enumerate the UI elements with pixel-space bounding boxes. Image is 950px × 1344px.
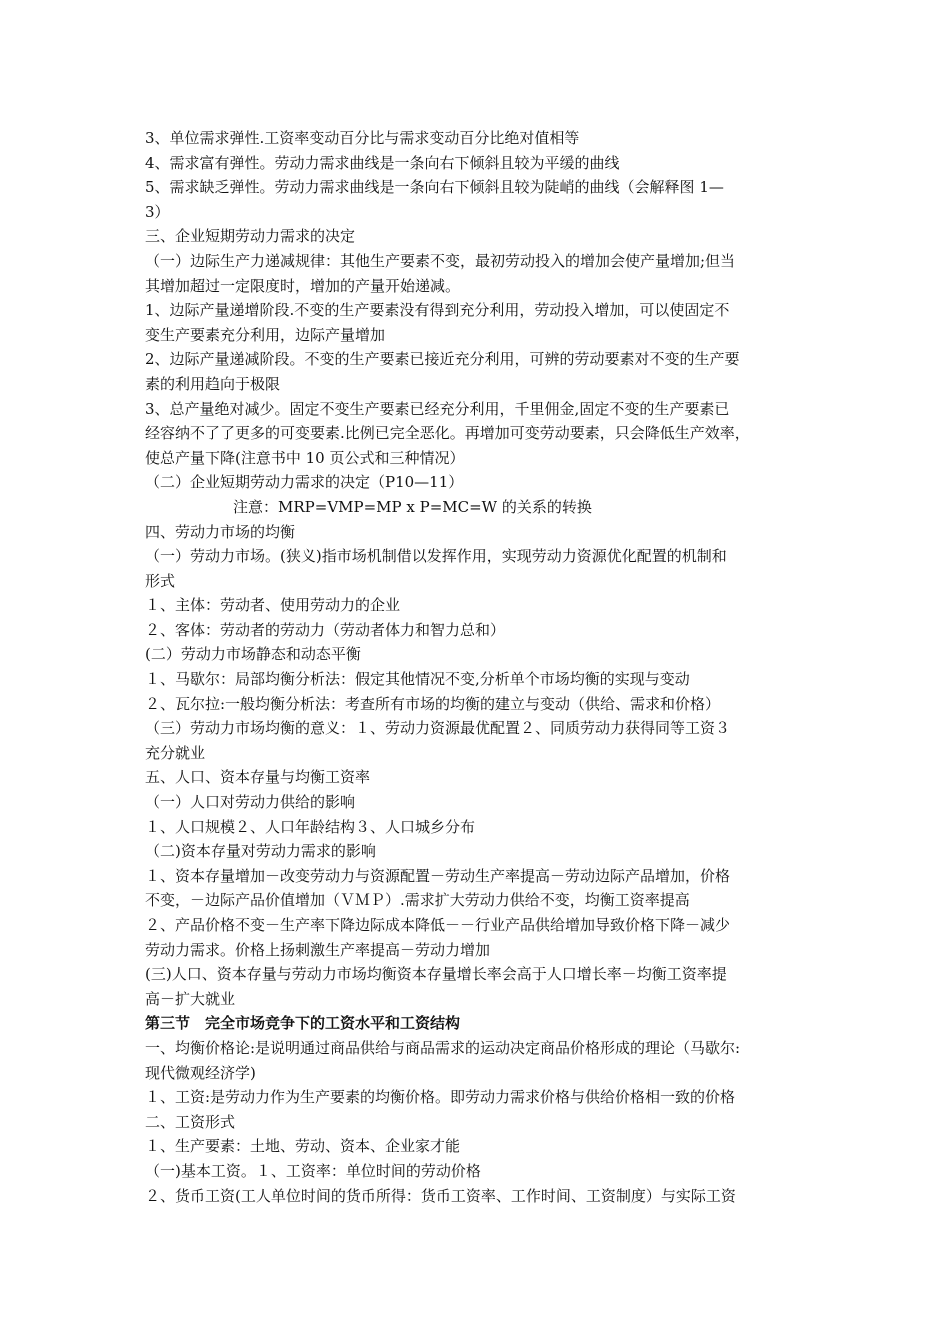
text-line: 一、均衡价格论:是说明通过商品供给与商品需求的运动决定商品价格形成的理论（马歇尔: [145,1038,741,1057]
text-line: ２、瓦尔拉:一般均衡分析法：考查所有市场的均衡的建立与变动（供给、需求和价格） [145,694,721,713]
document-body [145,126,817,1208]
text-line: ２、客体：劳动者的劳动力（劳动者体力和智力总和） [145,620,506,639]
section-heading: 四、劳动力市场的均衡 [145,522,296,541]
text-line: １、生产要素：土地、劳动、资本、企业家才能 [145,1137,461,1156]
section-heading: 三、企业短期劳动力需求的决定 [145,227,356,246]
text-line: （一）边际生产力递减规律：其他生产要素不变，最初劳动投入的增加会使产量增加;但当 [145,251,736,270]
text-line: １、马歇尔：局部均衡分析法：假定其他情况不变,分析单个市场均衡的实现与变动 [145,670,690,689]
text-line: 3） [145,202,170,221]
text-line: 形式 [145,571,176,590]
text-line: (三)人口、资本存量与劳动力市场均衡资本存量增长率会高于人口增长率－均衡工资率提 [145,965,727,984]
formula-note: 注意：MRP=VMP=MP x P=MC=W 的关系的转换 [233,497,592,516]
text-line: 其增加超过一定限度时，增加的产量开始递减。 [145,276,461,295]
text-line: 不变，－边际产品价值增加（ＶＭＰ）.需求扩大劳动力供给不变，均衡工资率提高 [145,891,690,910]
text-line: (二）劳动力市场静态和动态平衡 [145,645,361,664]
text-line: 5、需求缺乏弹性。劳动力需求曲线是一条向右下倾斜且较为陡峭的曲线（会解释图 1— [145,178,724,197]
chapter-heading: 第三节 完全市场竞争下的工资水平和工资结构 [145,1014,461,1033]
text-line: 经容纳不了了更多的可变要素.比例已完全恶化。再增加可变劳动要素，只会降低生产效率， [145,424,750,443]
text-line: １、工资:是劳动力作为生产要素的均衡价格。即劳动力需求价格与供给价格相一致的价格 [145,1088,736,1107]
section-heading: 二、工资形式 [145,1112,236,1131]
text-line: １、主体：劳动者、使用劳动力的企业 [145,596,401,615]
text-line: １、人口规模２、人口年龄结构３、人口城乡分布 [145,817,476,836]
text-line: 变生产要素充分利用，边际产量增加 [145,325,386,344]
text-line: （三）劳动力市场均衡的意义：１、劳动力资源最优配置２、同质劳动力获得同等工资３ [145,719,731,738]
text-line: （一）劳动力市场。(狭义)指市场机制借以发挥作用，实现劳动力资源优化配置的机制和 [145,547,727,566]
text-line: ２、货币工资(工人单位时间的货币所得：货币工资率、工作时间、工资制度）与实际工资 [145,1186,736,1205]
text-line: 素的利用趋向于极限 [145,374,281,393]
text-line: （二)资本存量对劳动力需求的影响 [145,842,376,861]
text-line: 高－扩大就业 [145,989,236,1008]
text-line: 2、边际产量递减阶段。不变的生产要素已接近充分利用，可辨的劳动要素对不变的生产要 [145,350,740,369]
text-line: 3、总产量绝对减少。固定不变生产要素已经充分利用，千里佣金,固定不变的生产要素已 [145,399,730,418]
text-line: 现代微观经济学) [145,1063,256,1082]
text-line: 劳动力需求。价格上扬刺激生产率提高－劳动力增加 [145,940,491,959]
text-line: 使总产量下降(注意书中 10 页公式和三种情况） [145,448,465,467]
text-line: （一）人口对劳动力供给的影响 [145,793,356,812]
text-line: 1、边际产量递增阶段.不变的生产要素没有得到充分利用，劳动投入增加，可以使固定不 [145,301,730,320]
text-line: 3、单位需求弹性.工资率变动百分比与需求变动百分比绝对值相等 [145,129,580,147]
section-heading: 五、人口、资本存量与均衡工资率 [145,768,371,787]
text-line: 充分就业 [145,743,206,762]
text-line: （二）企业短期劳动力需求的决定（P10—11） [145,473,464,492]
text-line: １、资本存量增加－改变劳动力与资源配置－劳动生产率提高－劳动边际产品增加，价格 [145,866,731,885]
text-line: 4、需求富有弹性。劳动力需求曲线是一条向右下倾斜且较为平缓的曲线 [145,153,620,172]
text-line: （一)基本工资。１、工资率：单位时间的劳动价格 [145,1161,481,1180]
text-line: ２、产品价格不变－生产率下降边际成本降低－－行业产品供给增加导致价格下降－减少 [145,916,731,934]
